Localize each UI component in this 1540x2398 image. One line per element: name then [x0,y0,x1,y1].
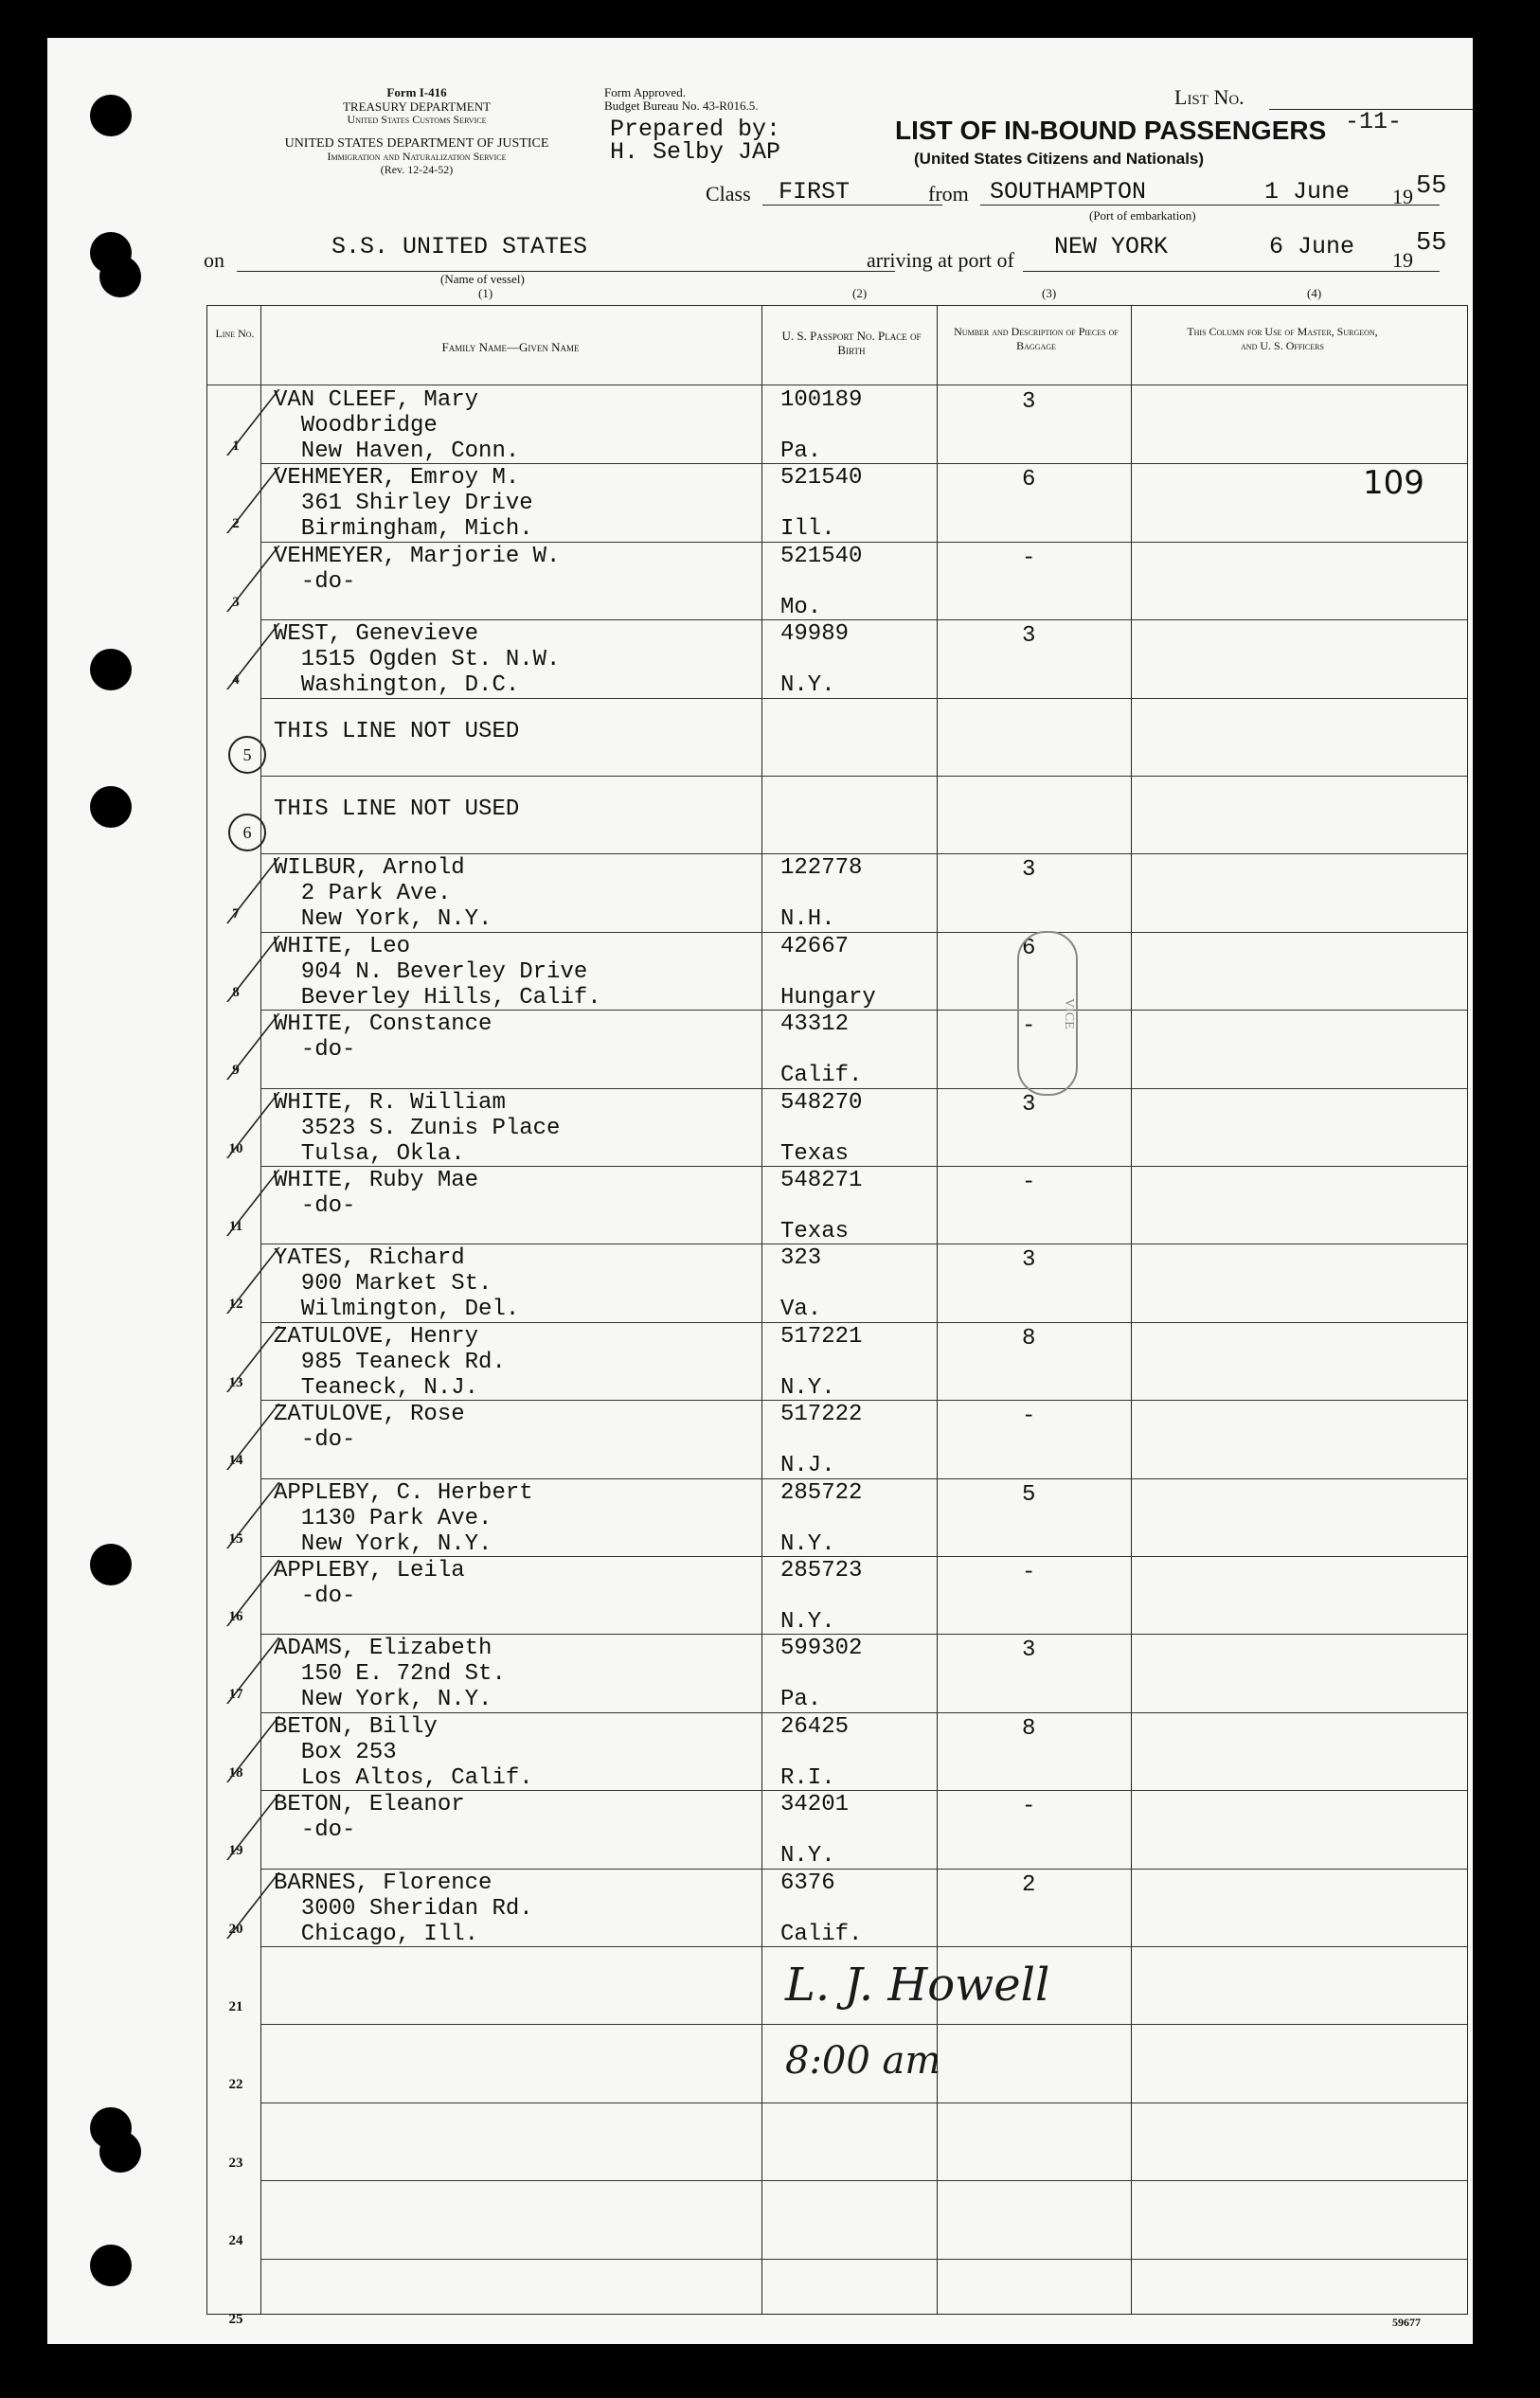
justice-dept: UNITED STATES DEPARTMENT OF JUSTICE [284,136,549,151]
passenger-name-address: ZATULOVE, Rose -do- [274,1402,465,1454]
place-of-birth: N.Y. [780,1843,835,1870]
table-row [207,2180,1467,2258]
col2-number: (2) [852,286,868,300]
passport-number: 517221 [780,1323,863,1350]
signature-time: 8:00 am [785,2039,941,2083]
punch-hole [90,1544,132,1585]
line-number: 1 [232,438,240,454]
passport-number: 100189 [780,387,863,413]
port-caption: (Port of embarkation) [1089,208,1196,223]
year-value-2: 55 [1416,229,1447,258]
vessel-name: S.S. UNITED STATES [331,233,588,260]
passenger-name-address: BARNES, Florence 3000 Sheridan Rd. Chicago, Ill. [274,1870,533,1947]
line-number: 11 [228,1219,243,1234]
customs-service: United States Customs Service [347,113,487,126]
list-no-label: List No. [1174,85,1245,109]
table-row [207,542,1467,619]
place-of-birth: R.I. [780,1764,835,1791]
place-of-birth: Ill. [780,516,835,543]
place-of-birth: Hungary [780,984,876,1011]
passport-number: 43312 [780,1011,850,1038]
passenger-name-address: VAN CLEEF, Mary Woodbridge New Haven, Conn. [274,387,520,464]
table-row [207,776,1467,853]
list-no-value: -11- [1345,108,1403,135]
passenger-name-address: APPLEBY, Leila -do- [274,1558,465,1609]
col-header-baggage: Number and Description of Pieces of Baggage [954,325,1119,352]
baggage-count: 3 [1022,623,1036,650]
table-row [207,1400,1467,1477]
line-number: 2 [232,516,240,532]
table-row [207,1244,1467,1321]
baggage-count: - [1022,1794,1036,1820]
passenger-name-address: WILBUR, Arnold 2 Park Ave. New York, N.Y. [274,855,492,933]
line-number: 16 [228,1609,243,1624]
treasury-dept: TREASURY DEPARTMENT [342,99,492,114]
table-row [207,1790,1467,1868]
baggage-count: 8 [1022,1715,1036,1742]
line-number: 12 [228,1297,243,1313]
official-stamp: VICE [1017,931,1078,1096]
circled-line-number: 5 [228,736,266,774]
on-label: on [204,248,224,272]
baggage-count: 3 [1022,1091,1036,1118]
vessel-underline [237,271,895,272]
baggage-count: 3 [1022,1637,1036,1664]
table-row [207,463,1467,541]
passport-number: 285722 [780,1479,863,1506]
place-of-birth: N.H. [780,906,835,933]
arriving-label: arriving at port of [867,248,1014,272]
budget-bureau: Budget Bureau No. 43-R016.5. [604,98,759,113]
form-number: Form I-416 [386,85,447,99]
line-number: 19 [228,1843,243,1859]
table-row [207,385,1467,463]
circled-line-number: 6 [228,814,266,851]
table-row [207,1322,1467,1400]
line-number: 10 [228,1140,243,1156]
table-row [207,2259,1467,2336]
table-row [207,1712,1467,1790]
col-header-passport: U. S. Passport No. Place of Birth [781,329,922,357]
signature-name: L. J. Howell [785,1959,1050,2012]
passport-number: 6376 [780,1870,835,1896]
vessel-caption: (Name of vessel) [440,272,525,286]
passenger-name-address: YATES, Richard 900 Market St. Wilmington, Del. [274,1245,520,1323]
place-of-birth: Texas [780,1219,850,1244]
table-row [207,1010,1467,1087]
passenger-name-address: WHITE, Constance -do- [274,1011,492,1064]
punch-hole [90,786,132,828]
place-of-birth: Pa. [780,1687,822,1713]
place-of-birth: N.J. [780,1453,835,1479]
passport-number: 548271 [780,1168,863,1193]
place-of-birth: N.Y. [780,672,835,699]
passport-number: 26425 [780,1713,850,1740]
arrival-date: 6 June [1269,233,1355,260]
line-number: 21 [228,1999,243,2014]
passenger-name-address: WEST, Genevieve 1515 Ogden St. N.W. Washington, D.C. [274,621,561,699]
passport-number: 122778 [780,855,863,882]
class-value: FIRST [779,178,851,206]
table-row [207,1478,1467,1556]
form-subtitle: (United States Citizens and Nationals) [914,150,1205,168]
line-number: 14 [228,1453,243,1469]
baggage-count: 3 [1022,1247,1036,1274]
form-approved: Form Approved. [604,85,686,99]
line-number: 4 [232,672,240,689]
arrival-underline [1023,271,1440,272]
baggage-count: - [1022,1170,1036,1195]
passenger-name-address: VEHMEYER, Emroy M. 361 Shirley Drive Birmingham, Mich. [274,465,533,543]
line-number: 17 [228,1687,243,1703]
revision: (Rev. 12-24-52) [380,163,454,176]
line-number: 22 [228,2077,243,2093]
passport-number: 548270 [780,1089,863,1116]
line-number: 9 [232,1063,240,1079]
line-number: 25 [228,2311,243,2327]
line-number: 23 [228,2155,243,2171]
arrival-port: NEW YORK [1054,233,1169,260]
place-of-birth: Calif. [780,1921,863,1947]
from-label: from [928,182,969,206]
line-number: 20 [228,1921,243,1937]
class-label: Class [706,182,751,206]
year-value: 55 [1416,172,1447,201]
passport-number: 599302 [780,1636,863,1662]
passenger-name-address: ZATULOVE, Henry 985 Teaneck Rd. Teaneck, N.J. [274,1323,506,1401]
document-page [47,38,1473,2344]
line-number: 3 [232,594,240,610]
prepared-by-label: Prepared by: [610,116,781,143]
baggage-count: - [1022,1560,1036,1585]
table-row [207,1166,1467,1244]
passenger-name-address: BETON, Billy Box 253 Los Altos, Calif. [274,1713,533,1791]
punch-hole [90,649,132,690]
line-number: 24 [228,2233,243,2249]
table-row [207,1556,1467,1634]
baggage-count: 6 [1022,935,1036,961]
baggage-count: - [1022,1013,1036,1040]
table-row [207,698,1467,776]
col-header-line-no: Line No. [215,327,255,340]
col-header-name: Family Name—Given Name [441,340,580,354]
punch-hole [90,2245,132,2286]
punch-hole [90,95,132,136]
line-number: 8 [232,984,240,1000]
form-title: LIST OF IN-BOUND PASSENGERS [895,116,1327,145]
place-of-birth: Pa. [780,438,822,464]
baggage-count: 5 [1022,1481,1036,1508]
line-number: 18 [228,1764,243,1781]
table-row [207,619,1467,697]
passport-number: 285723 [780,1558,863,1584]
baggage-count: 6 [1022,467,1036,493]
passenger-name-address: ADAMS, Elizabeth 150 E. 72nd St. New York, N.Y. [274,1636,506,1713]
punch-hole [99,256,141,297]
passport-number: 521540 [780,465,863,492]
passport-number: 34201 [780,1792,850,1818]
passenger-name-address: WHITE, R. William 3523 S. Zunis Place Tulsa, Okla. [274,1089,561,1167]
table-row [207,2103,1467,2180]
col1-number: (1) [478,286,493,300]
col4-number: (4) [1307,286,1322,300]
table-row [207,1088,1467,1166]
place-of-birth: Calif. [780,1063,863,1089]
baggage-count: 2 [1022,1871,1036,1898]
passport-number: 49989 [780,621,850,648]
punch-hole [99,2131,141,2173]
footer-code: 59677 [1392,2316,1421,2329]
place-of-birth: Texas [780,1140,850,1167]
line-number: 13 [228,1374,243,1390]
passport-number: 517222 [780,1402,863,1428]
baggage-count: 8 [1022,1325,1036,1351]
year-label: 19 [1392,185,1413,208]
year-label-2: 19 [1392,248,1413,272]
passport-number: 521540 [780,543,863,569]
ins-service: Immigration and Naturalization Service [327,150,507,163]
col3-number: (3) [1042,286,1057,300]
place-of-birth: N.Y. [780,1530,835,1557]
place-of-birth: Mo. [780,594,822,620]
baggage-count: 3 [1022,389,1036,415]
table-row [207,853,1467,931]
officer-note: 109 [1363,464,1424,503]
passenger-name-address: WHITE, Leo 904 N. Beverley Drive Beverley Hills, Calif. [274,933,601,1011]
baggage-count: 3 [1022,857,1036,884]
baggage-count: - [1022,545,1036,571]
col-header-officers: This Column for Use of Master, Surgeon, and U. S. Officers [1187,325,1378,352]
passenger-name-address: WHITE, Ruby Mae -do- [274,1168,479,1219]
place-of-birth: Va. [780,1297,822,1323]
passenger-name-address: THIS LINE NOT USED [274,796,520,822]
from-date: 1 June [1264,178,1351,206]
line-number: 7 [232,906,240,922]
passenger-name-address: APPLEBY, C. Herbert 1130 Park Ave. New York, N.Y. [274,1479,533,1557]
passenger-name-address: VEHMEYER, Marjorie W. -do- [274,543,561,595]
table-row [207,1634,1467,1711]
passenger-name-address: THIS LINE NOT USED [274,718,520,744]
passport-number: 323 [780,1245,822,1272]
table-row [207,932,1467,1010]
place-of-birth: N.Y. [780,1374,835,1401]
place-of-birth: N.Y. [780,1609,835,1635]
baggage-count: - [1022,1404,1036,1430]
passport-number: 42667 [780,933,850,959]
prepared-by-name: H. Selby JAP [610,138,781,166]
passenger-name-address: BETON, Eleanor -do- [274,1792,465,1844]
from-value: SOUTHAMPTON [990,178,1147,206]
line-number: 15 [228,1530,243,1547]
table-row [207,1869,1467,1946]
